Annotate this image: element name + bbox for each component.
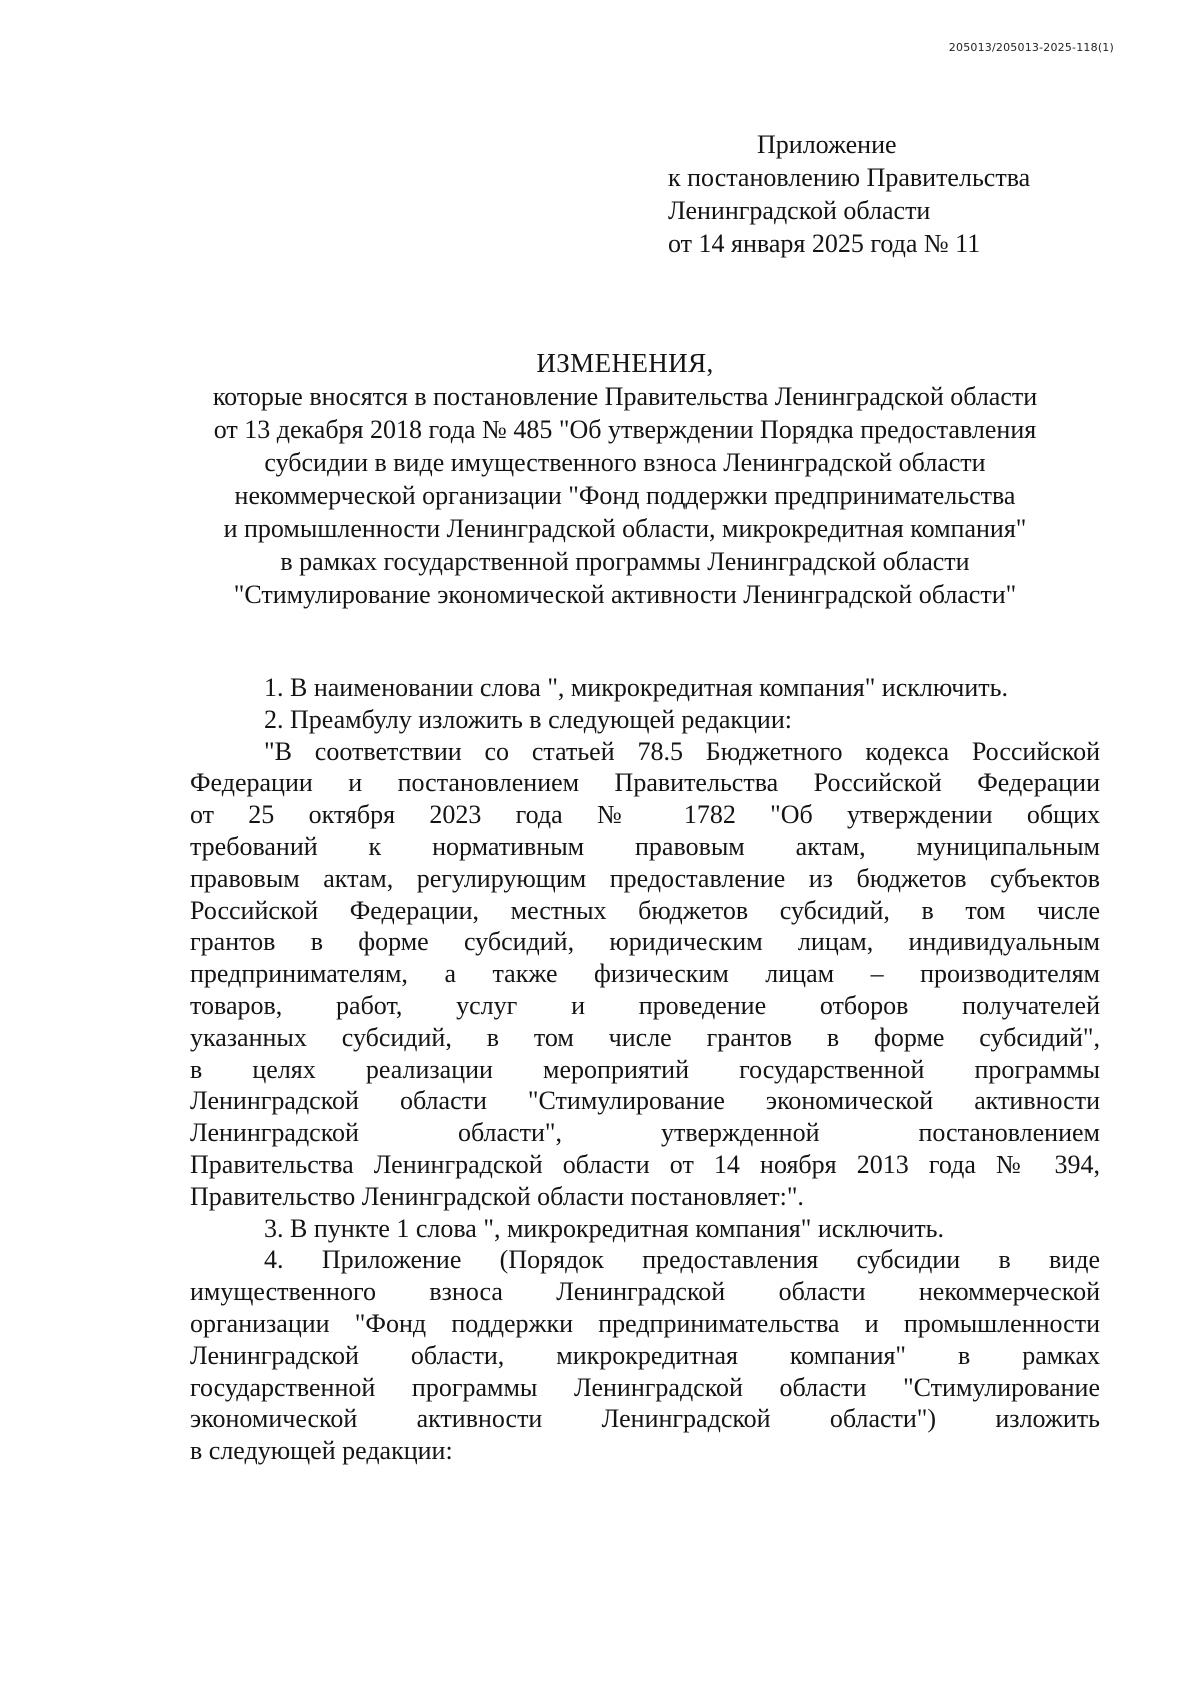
preamble-line: Правительства Ленинградской области от 14 ноября 2013 года № 394,: [190, 1149, 1100, 1179]
preamble-line: указанных субсидий, в том числе грантов в форме субсидий",: [190, 1022, 1100, 1052]
heading-line: которые вносятся в постановление Правительства Ленинградской области: [212, 382, 1038, 411]
preamble-line: предпринимателям, а также физическим лицам – производителям: [190, 959, 1100, 989]
document-heading: [160, 347, 1090, 611]
heading-line: субсидии в виде имущественного взноса Ленинградской области: [264, 448, 986, 477]
item-4: [190, 1244, 1100, 1467]
preamble-line: Ленинградской области "Стимулирование экономической активности: [190, 1086, 1100, 1116]
item-3: 3. В пункте 1 слова ", микрокредитная компания" исключить.: [264, 1213, 945, 1243]
appendix-line: к постановлению Правительства: [668, 163, 1031, 192]
item-4-line: экономической активности Ленинградской области") изложить: [190, 1404, 1100, 1434]
appendix-line: Приложение: [757, 130, 897, 159]
preamble-line: Российской Федерации, местных бюджетов субсидий, в том числе: [190, 895, 1100, 925]
preamble-line: в целях реализации мероприятий государственной программы: [190, 1054, 1100, 1084]
item-4-line: Ленинградской области, микрокредитная компания" в рамках: [190, 1340, 1100, 1370]
preamble-line: требований к нормативным правовым актам, муниципальным: [190, 831, 1100, 861]
item-4-line: 4. Приложение (Порядок предоставления субсидии в виде: [264, 1245, 1100, 1275]
document-body: [190, 672, 1100, 1467]
item-1: 1. В наименовании слова ", микрокредитная компания" исключить.: [264, 673, 1009, 702]
item-4-line: в следующей редакции:: [190, 1436, 453, 1466]
appendix-block: [668, 128, 1088, 260]
heading-line: в рамках государственной программы Ленинградской области: [280, 547, 970, 576]
appendix-line: от 14 января 2025 года № 11: [668, 229, 981, 258]
preamble-line: грантов в форме субсидий, юридическим лицам, индивидуальным: [190, 927, 1100, 957]
preamble-line: Федерации и постановлением Правительства Российской Федерации: [190, 768, 1100, 798]
preamble-block: [190, 736, 1100, 1213]
document-id: 205013/205013-2025-118(1): [948, 41, 1114, 54]
item-4-line: государственной программы Ленинградской области "Стимулирование: [190, 1372, 1100, 1402]
item-4-line: организации "Фонд поддержки предпринимательства и промышленности: [190, 1308, 1100, 1338]
item-4-line: имущественного взноса Ленинградской области некоммерческой: [190, 1277, 1100, 1307]
preamble-line: правовым актам, регулирующим предоставление из бюджетов субъектов: [190, 863, 1100, 893]
preamble-line: Правительство Ленинградской области постановляет:".: [190, 1181, 804, 1211]
heading-line: некоммерческой организации "Фонд поддержки предпринимательства: [234, 481, 1016, 510]
heading-title: ИЗМЕНЕНИЯ,: [536, 348, 714, 378]
preamble-line: от 25 октября 2023 года № 1782 "Об утверждении общих: [190, 800, 1100, 830]
heading-line: и промышленности Ленинградской области, микрокредитная компания": [223, 514, 1027, 543]
heading-line: "Стимулирование экономической активности Ленинградской области": [233, 580, 1017, 609]
appendix-line: Ленинградской области: [668, 196, 931, 225]
preamble-line: Ленинградской области", утвержденной постановлением: [190, 1118, 1100, 1148]
heading-line: от 13 декабря 2018 года № 485 "Об утверждении Порядка предоставления: [213, 415, 1037, 444]
item-2: 2. Преамбулу изложить в следующей редакции:: [264, 704, 792, 734]
preamble-line: "В соответствии со статьей 78.5 Бюджетного кодекса Российской: [264, 736, 1100, 766]
preamble-line: товаров, работ, услуг и проведение отборов получателей: [190, 990, 1100, 1020]
